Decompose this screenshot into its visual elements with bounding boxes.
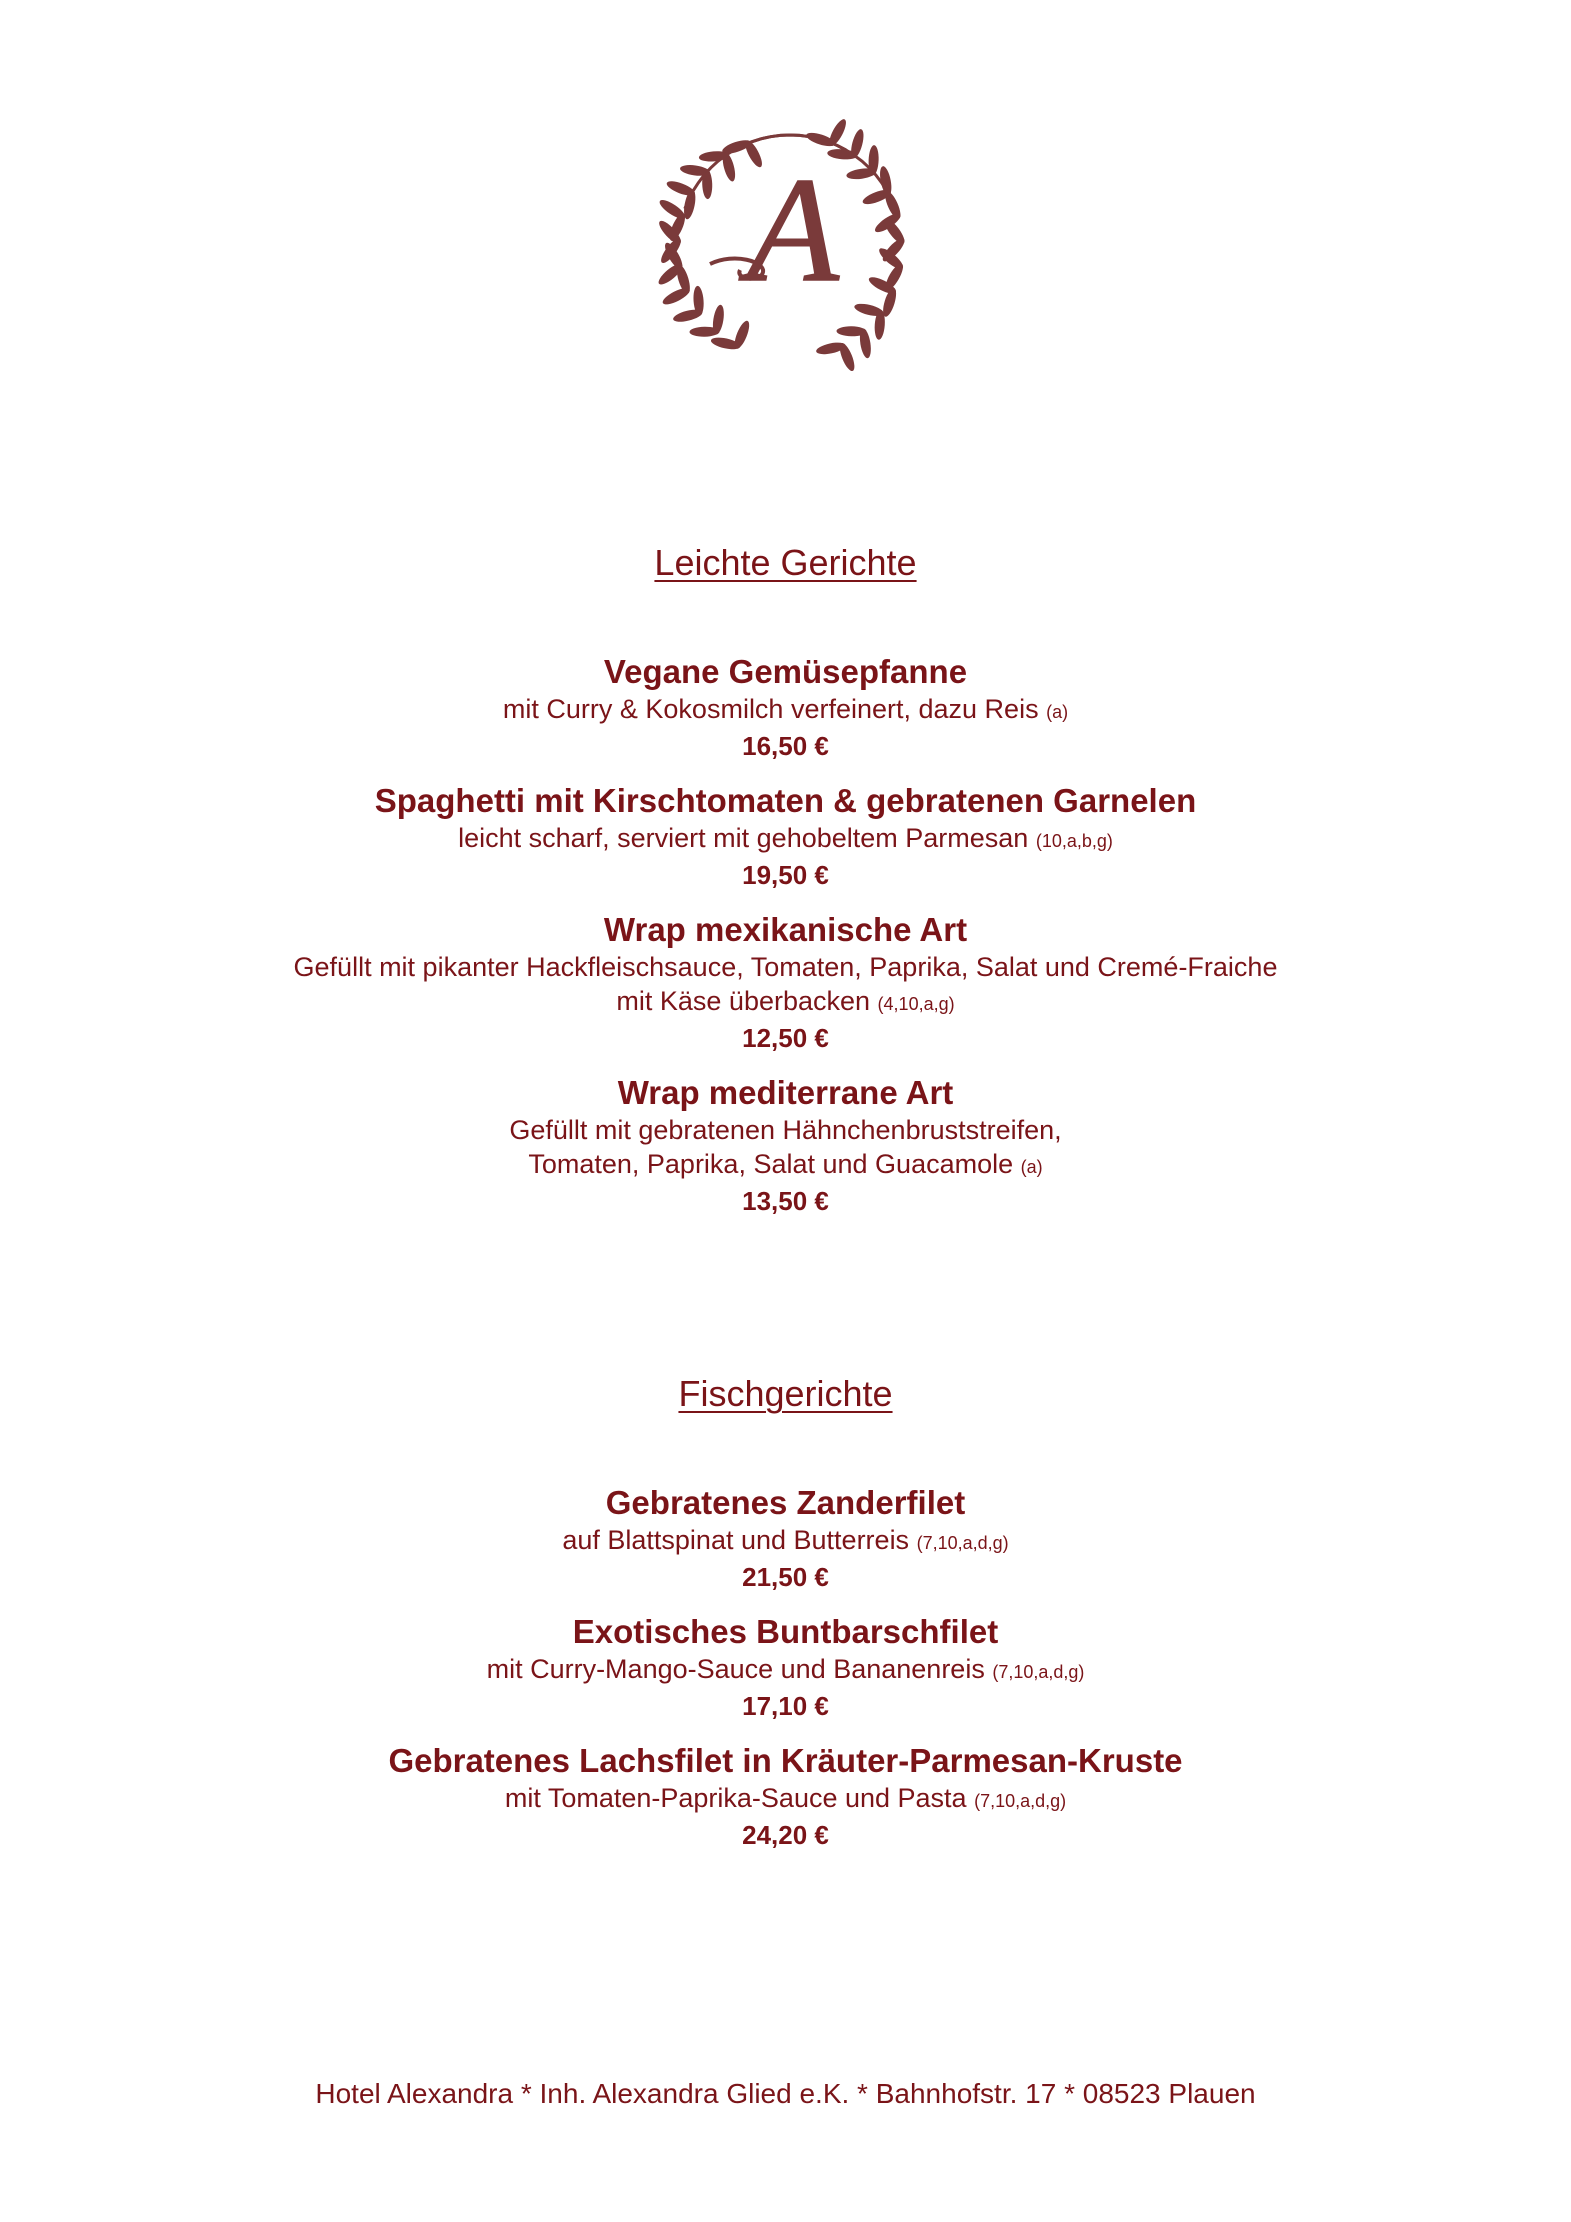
allergen-codes: (10,a,b,g) bbox=[1035, 831, 1113, 851]
menu-item-description bbox=[0, 1781, 1571, 1818]
menu-item-description-text: Tomaten, Paprika, Salat und Guacamole bbox=[528, 1149, 1014, 1179]
menu-item-name: Spaghetti mit Kirschtomaten & gebratenen Garnelen bbox=[374, 782, 1197, 819]
footer-address: Hotel Alexandra * Inh. Alexandra Glied e.K. * Bahnhofstr. 17 * 08523 Plauen bbox=[315, 2078, 1256, 2109]
menu-item-description-text: Gefüllt mit gebratenen Hähnchenbruststreifen, bbox=[509, 1115, 1062, 1145]
menu-item-description bbox=[0, 692, 1571, 729]
menu-item bbox=[0, 1612, 1571, 1723]
section-title: Fischgerichte bbox=[678, 1373, 893, 1414]
menu-item-price: 24,20 € bbox=[742, 1820, 829, 1850]
menu-item-name: Exotisches Buntbarschfilet bbox=[572, 1613, 999, 1650]
laurel-leaf bbox=[661, 285, 692, 308]
menu-item bbox=[0, 781, 1571, 892]
menu-item-list bbox=[0, 1483, 1571, 1852]
hotel-monogram-logo bbox=[645, 112, 935, 372]
menu-item-description-text: mit Curry-Mango-Sauce und Bananenreis bbox=[486, 1654, 985, 1684]
allergen-codes: (a) bbox=[1020, 1157, 1043, 1177]
section-title: Leichte Gerichte bbox=[654, 542, 917, 583]
menu-item-list bbox=[0, 652, 1571, 1218]
menu-item-price: 12,50 € bbox=[742, 1023, 829, 1053]
laurel-leaf bbox=[836, 326, 866, 337]
menu-item bbox=[0, 1741, 1571, 1852]
allergen-codes: (7,10,a,d,g) bbox=[992, 1662, 1085, 1682]
menu-item-description bbox=[0, 821, 1571, 858]
menu-item-name: Gebratenes Zanderfilet bbox=[605, 1484, 966, 1521]
section-fischgerichte bbox=[0, 1372, 1571, 1870]
menu-item-description bbox=[0, 984, 1571, 1021]
allergen-codes: (4,10,a,g) bbox=[877, 994, 955, 1014]
menu-item-description-text: leicht scharf, serviert mit gehobeltem Parmesan bbox=[458, 823, 1029, 853]
menu-item bbox=[0, 910, 1571, 1055]
menu-item-price: 19,50 € bbox=[742, 860, 829, 890]
menu-item-description-text: auf Blattspinat und Butterreis bbox=[562, 1525, 910, 1555]
menu-item-price: 16,50 € bbox=[742, 731, 829, 761]
menu-item-description-text: Gefüllt mit pikanter Hackfleischsauce, Tomaten, Paprika, Salat und Cremé-Fraiche bbox=[293, 952, 1278, 982]
monogram-letter: A bbox=[747, 147, 839, 313]
allergen-codes: (a) bbox=[1046, 702, 1069, 722]
menu-item-description bbox=[0, 950, 1571, 984]
menu-item-description-text: mit Tomaten-Paprika-Sauce und Pasta bbox=[504, 1783, 967, 1813]
menu-item-description bbox=[0, 1147, 1571, 1184]
menu-item-name: Wrap mexikanische Art bbox=[603, 911, 968, 948]
menu-item bbox=[0, 1073, 1571, 1218]
laurel-leaf bbox=[826, 117, 849, 148]
menu-item-name: Gebratenes Lachsfilet in Kräuter-Parmesan-Kruste bbox=[388, 1742, 1183, 1779]
menu-item-description bbox=[0, 1652, 1571, 1689]
section-leichte-gerichte bbox=[0, 541, 1571, 1236]
laurel-leaf bbox=[689, 326, 719, 337]
menu-item-name: Vegane Gemüsepfanne bbox=[603, 653, 968, 690]
menu-item bbox=[0, 1483, 1571, 1594]
menu-item-description-text: mit Käse überbacken bbox=[616, 986, 871, 1016]
menu-item-description bbox=[0, 1113, 1571, 1147]
menu-item-description-text: mit Curry & Kokosmilch verfeinert, dazu Reis bbox=[502, 694, 1039, 724]
allergen-codes: (7,10,a,d,g) bbox=[916, 1533, 1009, 1553]
menu-item bbox=[0, 652, 1571, 763]
menu-item-description bbox=[0, 1523, 1571, 1560]
menu-item-price: 13,50 € bbox=[742, 1186, 829, 1216]
menu-item-price: 21,50 € bbox=[742, 1562, 829, 1592]
menu-item-price: 17,10 € bbox=[742, 1691, 829, 1721]
allergen-codes: (7,10,a,d,g) bbox=[974, 1791, 1067, 1811]
menu-item-name: Wrap mediterrane Art bbox=[617, 1074, 954, 1111]
